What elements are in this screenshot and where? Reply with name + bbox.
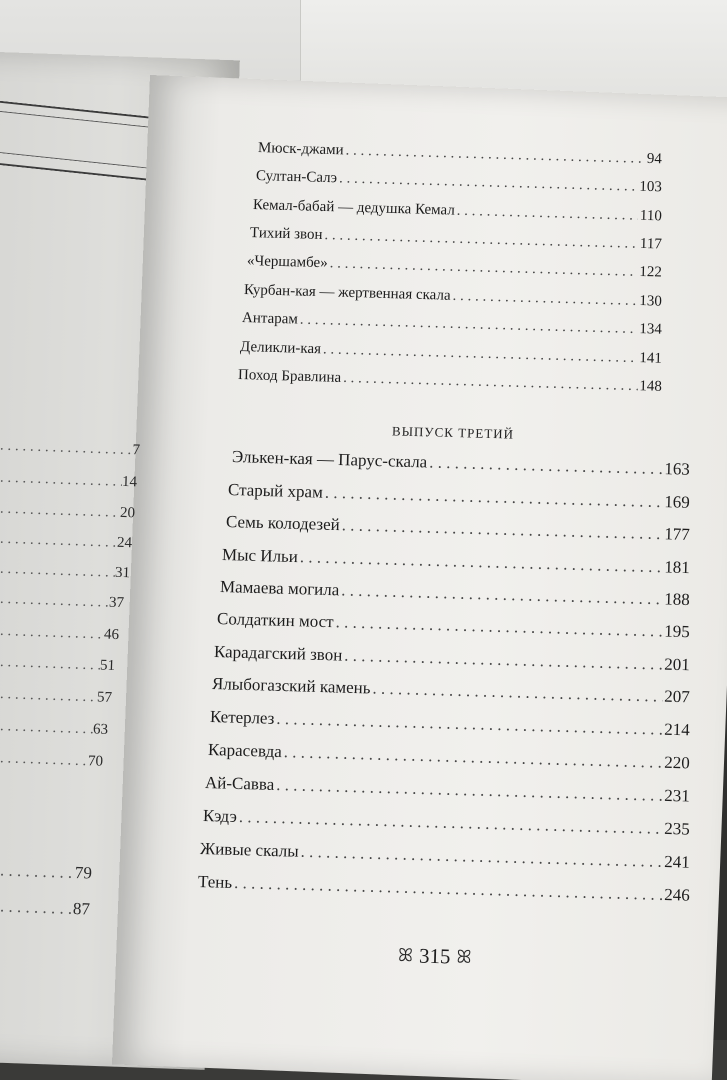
toc-page-number: 214 <box>664 719 691 740</box>
dot-leader <box>0 750 88 770</box>
toc-title: Поход Бравлина <box>237 367 342 386</box>
dot-leader <box>0 654 100 674</box>
toc-title: Антарам <box>241 310 299 328</box>
toc-page-number: 117 <box>639 235 663 253</box>
toc-title: Карасевда <box>207 740 283 762</box>
left-page-number: 46 <box>103 626 120 644</box>
toc-page-number: 235 <box>664 818 691 839</box>
dot-leader <box>0 860 75 883</box>
dot-leader <box>0 896 73 919</box>
toc-page-number: 207 <box>664 686 691 707</box>
toc-page-number: 195 <box>664 621 691 642</box>
toc-title: Кэдэ <box>202 806 238 826</box>
left-page-number: 57 <box>96 689 113 706</box>
left-page-number: 7 <box>132 442 141 459</box>
toc-title: «Чершамбе» <box>246 253 328 272</box>
toc-page-number: 130 <box>639 293 663 310</box>
toc-page-number: 148 <box>639 378 663 395</box>
toc-title: Мамаева могила <box>219 577 340 600</box>
left-ornament-icon: ꕤ <box>397 945 414 966</box>
toc-page-number: 177 <box>664 524 691 544</box>
toc-title: Ай-Савва <box>204 773 275 794</box>
left-toc-ref <box>0 860 92 883</box>
toc-title: Ялыбогазский камень <box>211 674 371 698</box>
section-heading: ВЫПУСК ТРЕТИЙ <box>391 423 515 442</box>
page-number: 315 <box>418 943 451 969</box>
toc-page-number: 231 <box>664 785 691 806</box>
dot-leader <box>0 718 93 738</box>
page-footer <box>398 943 472 970</box>
toc-title: Живые скалы <box>199 839 299 861</box>
left-page-number: 37 <box>108 594 125 612</box>
toc-page-number: 169 <box>664 492 691 512</box>
left-page-number: 24 <box>116 534 133 552</box>
toc-page-number: 220 <box>664 752 691 773</box>
left-page-number: 51 <box>99 657 116 675</box>
toc-title: Мюск-джами <box>257 140 344 159</box>
toc-page-number: 241 <box>664 851 691 872</box>
toc-page-number: 103 <box>639 178 663 196</box>
toc-page-number: 134 <box>639 321 663 338</box>
toc-page-number: 141 <box>639 350 663 367</box>
toc-title: Семь колодезей <box>225 512 341 535</box>
toc-page-number: 181 <box>664 557 691 578</box>
left-toc-ref <box>0 896 90 919</box>
toc-title: Деликли-кая <box>239 339 322 358</box>
toc-title: Курбан-кая — жертвенная скала <box>243 282 451 304</box>
left-page-number: 79 <box>74 863 93 883</box>
toc-page-number: 94 <box>646 150 663 168</box>
toc-title: Кемал-бабай — дедушка Кемал <box>252 197 456 219</box>
dot-leader <box>0 623 104 644</box>
toc-title: Солдаткин мост <box>216 609 334 632</box>
right-ornament-icon: ꕤ <box>456 946 472 967</box>
left-page-number: 20 <box>119 504 136 522</box>
toc-page-number: 110 <box>639 207 663 225</box>
toc-page-number: 163 <box>664 459 691 479</box>
toc-page-number: 246 <box>664 885 691 905</box>
left-page-number: 14 <box>121 473 138 491</box>
toc-page-number: 188 <box>664 589 691 610</box>
toc-title: Мыс Ильи <box>221 545 299 567</box>
left-toc-ref <box>0 750 103 771</box>
dot-leader <box>0 686 97 706</box>
toc-title: Тень <box>197 872 233 892</box>
left-page-number: 63 <box>92 721 109 738</box>
toc-title: Тихий звон <box>249 225 323 244</box>
toc-title: Старый храм <box>227 480 324 502</box>
toc-title: Кетерлез <box>209 707 275 728</box>
toc-title: Султан-Салэ <box>255 168 338 187</box>
left-page-number: 70 <box>87 753 104 770</box>
toc-page-number: 122 <box>639 263 663 281</box>
left-page-number: 87 <box>72 898 91 919</box>
toc-title: Карадагский звон <box>213 642 343 665</box>
toc-title: Элькен-кая — Парус-скала <box>231 447 428 472</box>
left-page-number: 31 <box>114 564 131 582</box>
right-page <box>112 75 727 1080</box>
toc-page-number: 201 <box>664 654 691 675</box>
